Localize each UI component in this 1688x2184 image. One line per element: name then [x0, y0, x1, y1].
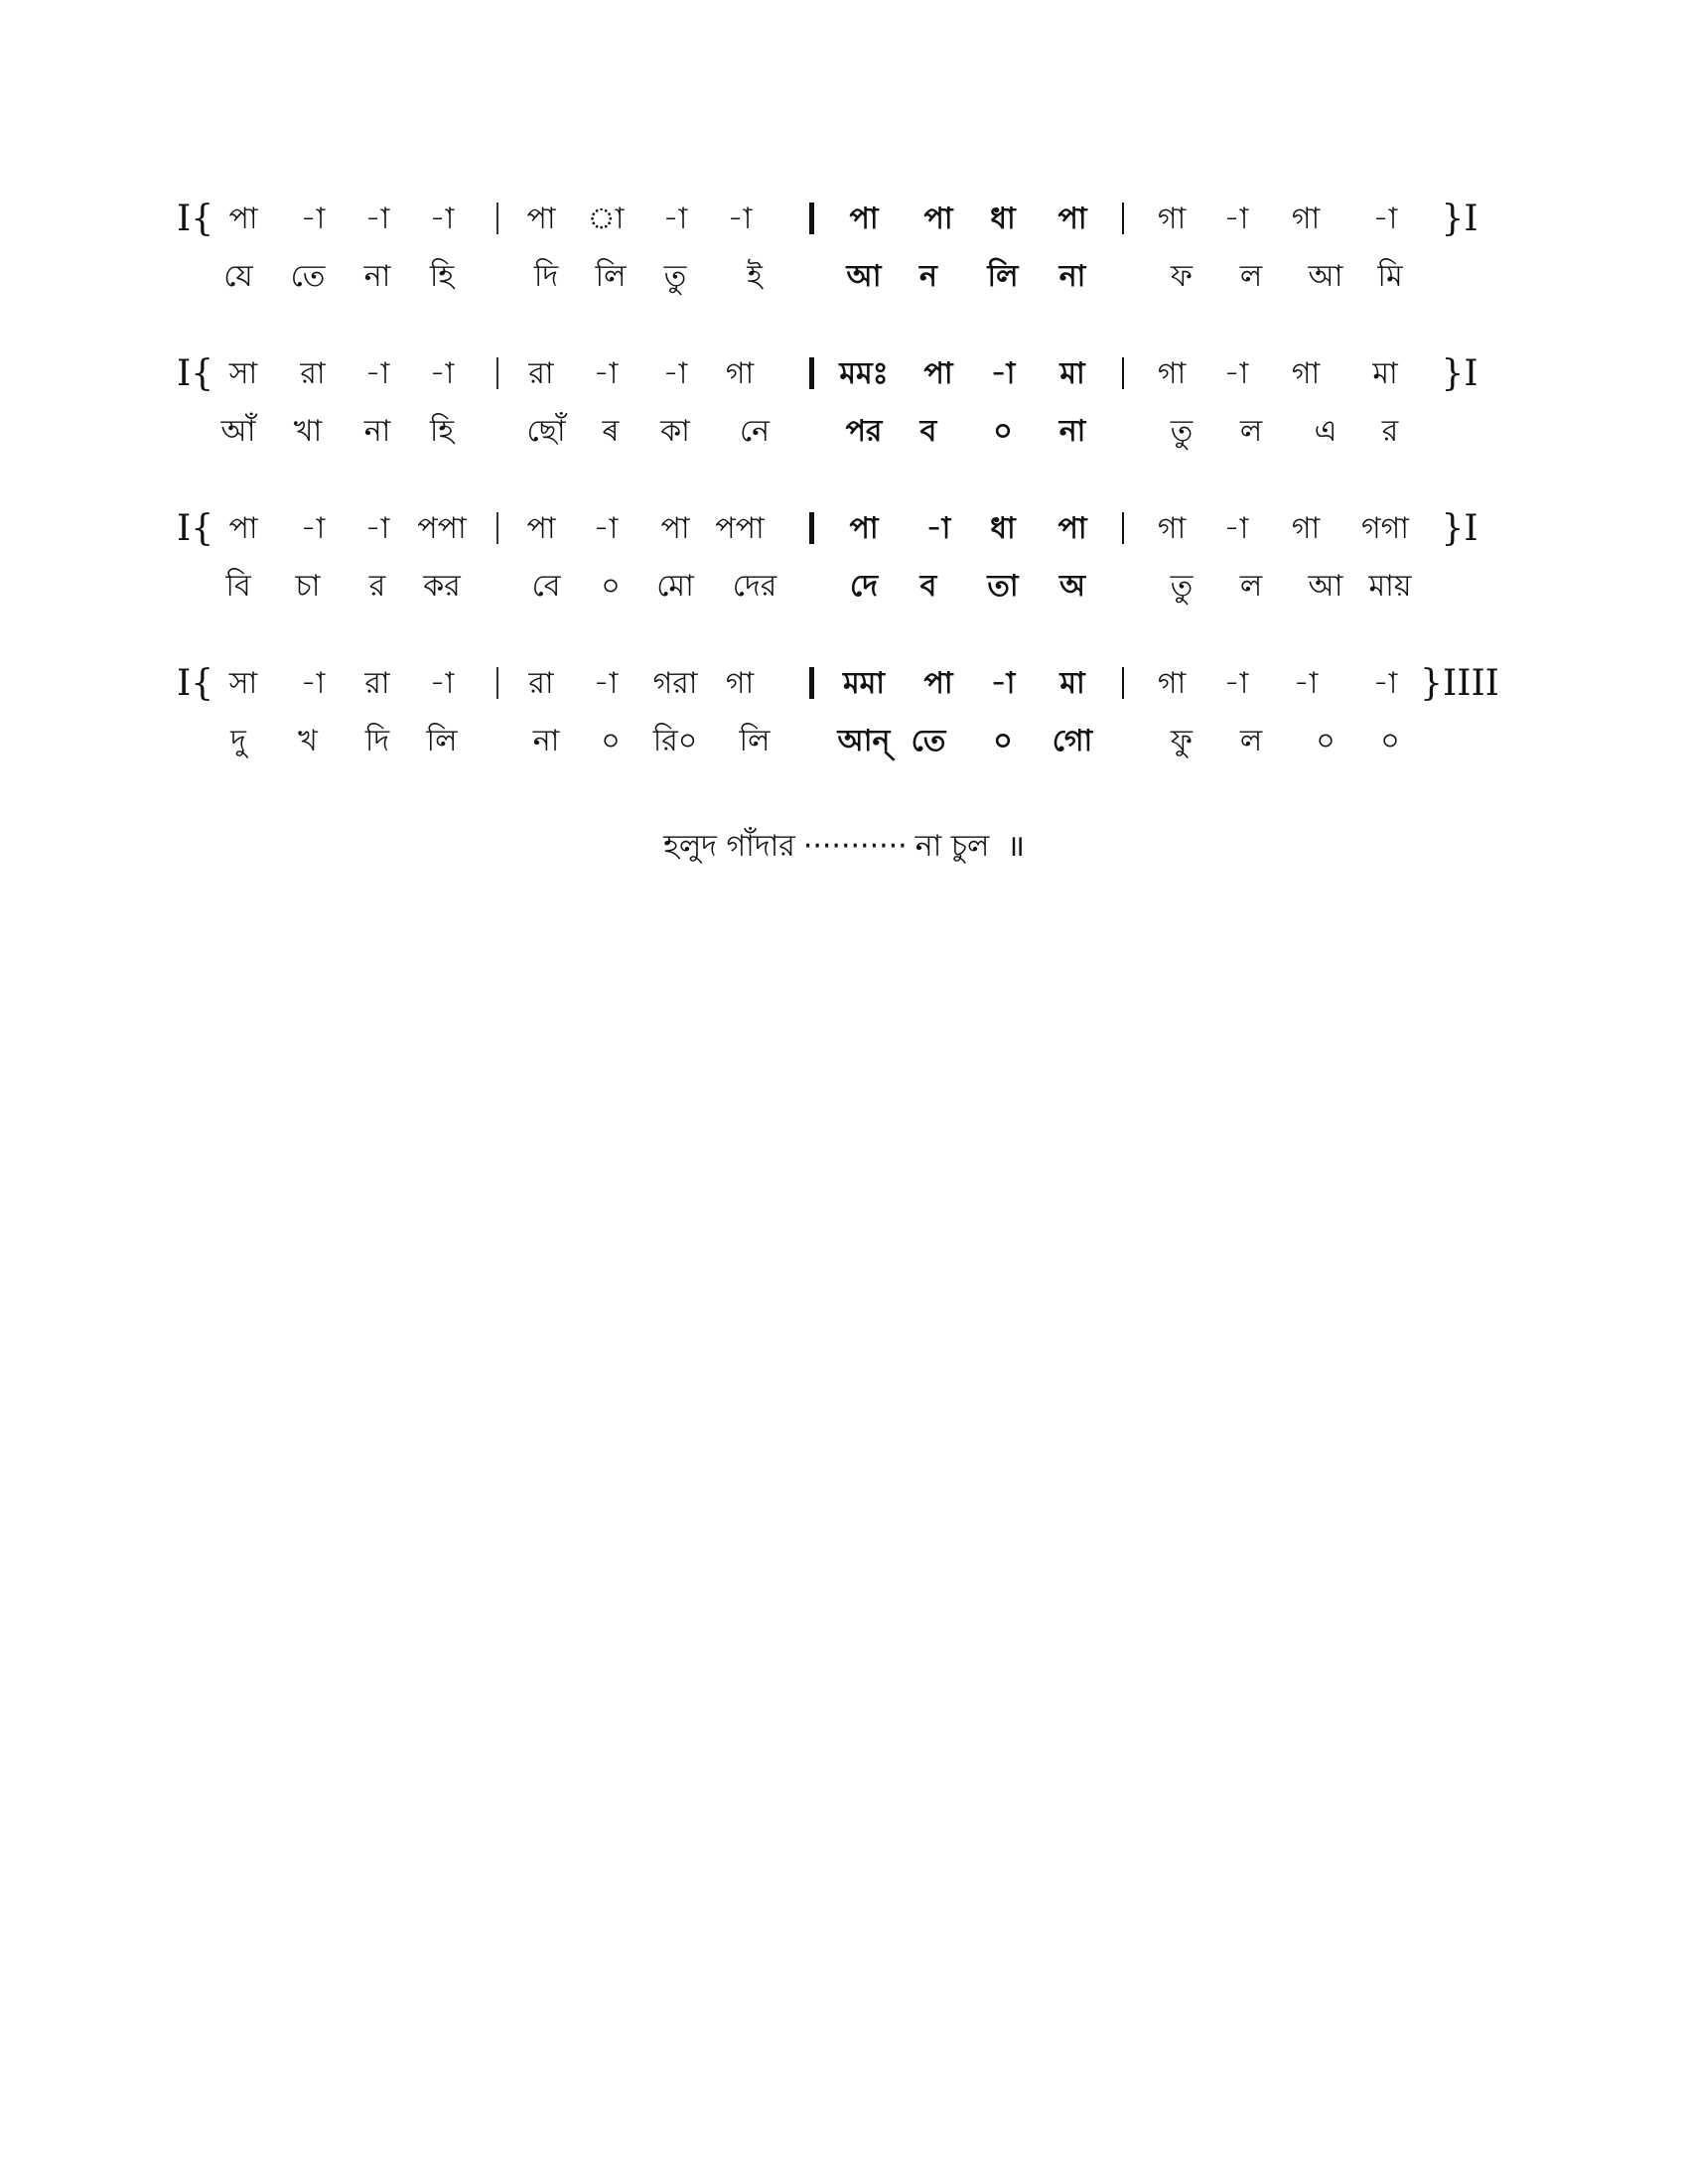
note-cell: রা — [364, 666, 390, 701]
lyrics-row — [0, 717, 1688, 766]
lyric-syllable: খ — [298, 724, 318, 758]
lyric-syllable: হি — [429, 259, 455, 294]
note-cell: -া — [1293, 666, 1319, 701]
note-cell: -া — [727, 202, 753, 236]
barline — [496, 667, 498, 699]
barline — [1122, 667, 1124, 699]
lyric-syllable: ল — [1239, 259, 1263, 294]
footer-text-left: হলুদ গাঁদার — [663, 829, 795, 864]
lyric-syllable: গো — [1052, 724, 1093, 758]
note-cell: গা — [1157, 666, 1187, 701]
lyric-syllable: লি — [739, 724, 771, 758]
barline — [1122, 512, 1124, 544]
note-cell: মমঃ — [839, 356, 889, 391]
lyric-syllable: বি — [225, 569, 251, 604]
lyric-syllable: নে — [739, 414, 771, 449]
lyrics-row — [0, 562, 1688, 612]
note-cell: -া — [429, 666, 455, 701]
lyrics-row — [0, 407, 1688, 457]
lyric-syllable: তে — [911, 724, 946, 758]
note-cell: -া — [300, 511, 326, 546]
barline — [809, 203, 814, 234]
repeat-start-sign: I{ — [177, 353, 214, 394]
note-cell: গগা — [1360, 511, 1410, 546]
note-cell: মা — [1059, 666, 1085, 701]
note-cell: পা — [660, 511, 690, 546]
note-cell: গা — [1157, 511, 1187, 546]
note-cell: -া — [990, 356, 1016, 391]
lyric-syllable: মি — [1377, 259, 1403, 294]
lyric-syllable: তা — [987, 569, 1019, 604]
footer-text-right: না চুল — [914, 829, 990, 864]
note-cell: পপা — [715, 511, 765, 546]
lyric-syllable: পর — [845, 414, 883, 449]
lyric-syllable: তু — [663, 259, 687, 294]
repeat-end-sign: }I — [1441, 353, 1478, 394]
lyric-syllable: অ — [1059, 569, 1085, 604]
note-cell: -া — [662, 202, 688, 236]
note-cell: গা — [1157, 356, 1187, 391]
note-cell: ধা — [990, 202, 1016, 236]
barline — [496, 512, 498, 544]
footer-dots: ··········· — [802, 829, 908, 864]
note-cell: -া — [364, 511, 390, 546]
note-cell: -া — [593, 356, 619, 391]
lyric-syllable: না — [532, 724, 560, 758]
lyric-syllable: লি — [987, 259, 1019, 294]
lyric-syllable: র — [1381, 414, 1399, 449]
note-cell: -া — [925, 511, 951, 546]
note-cell: -া — [429, 356, 455, 391]
lyric-syllable: কর — [423, 569, 461, 604]
repeat-end-sign: }I — [1441, 508, 1478, 549]
lyric-syllable: তু — [1170, 569, 1194, 604]
barline — [809, 667, 814, 699]
barline — [809, 357, 814, 389]
note-cell: পা — [1057, 202, 1087, 236]
lyric-syllable: ০ — [601, 569, 621, 604]
lyric-syllable: মো — [656, 569, 694, 604]
note-cell: -া — [1372, 666, 1398, 701]
barline — [496, 203, 498, 234]
lyric-syllable: দি — [364, 724, 390, 758]
lyric-syllable: কা — [660, 414, 690, 449]
note-cell: -া — [429, 202, 455, 236]
lyric-syllable: আ — [1308, 259, 1343, 294]
note-cell: -া — [990, 666, 1016, 701]
note-cell: ধা — [990, 511, 1016, 546]
repeat-end-sign: }I — [1441, 199, 1478, 239]
note-cell: রা — [528, 666, 554, 701]
note-cell: মা — [1372, 356, 1398, 391]
barline — [496, 357, 498, 389]
note-cell: া — [587, 202, 625, 236]
lyric-syllable: এ — [1314, 414, 1337, 449]
note-cell: পা — [923, 356, 953, 391]
lyric-syllable: রি০ — [652, 724, 698, 758]
lyric-syllable: চা — [295, 569, 321, 604]
lyric-syllable: আন্ — [837, 724, 891, 758]
lyric-syllable: ০ — [601, 724, 621, 758]
note-cell: গা — [725, 356, 755, 391]
lyric-syllable: আ — [1308, 569, 1343, 604]
note-cell: রা — [300, 356, 326, 391]
lyric-syllable: ব — [919, 414, 937, 449]
lyric-syllable: ছোঁ — [526, 414, 566, 449]
note-cell: -া — [1223, 356, 1249, 391]
note-cell: -া — [1223, 202, 1249, 236]
lyric-syllable: তে — [290, 259, 326, 294]
lyric-syllable: বে — [531, 569, 561, 604]
lyric-syllable: না — [1058, 259, 1086, 294]
lyric-syllable: র — [368, 569, 386, 604]
note-cell: পা — [923, 666, 953, 701]
note-cell: পা — [228, 511, 258, 546]
note-cell: -া — [1372, 202, 1398, 236]
note-cell: -া — [1223, 511, 1249, 546]
lyric-syllable: মায় — [1368, 569, 1412, 604]
note-cell: গা — [725, 666, 755, 701]
lyric-syllable: দের — [732, 569, 777, 604]
lyric-syllable: ই — [747, 259, 763, 294]
note-cell: পপা — [417, 511, 467, 546]
lyric-syllable: হি — [429, 414, 455, 449]
lyric-syllable: আঁ — [220, 414, 256, 449]
lyric-syllable: ফু — [1171, 724, 1193, 758]
lyric-syllable: ব — [919, 569, 937, 604]
note-cell: পা — [526, 202, 556, 236]
note-cell: -া — [662, 356, 688, 391]
lyric-syllable: না — [363, 414, 391, 449]
note-cell: পা — [923, 202, 953, 236]
note-cell: গা — [1291, 511, 1321, 546]
note-cell: রা — [528, 356, 554, 391]
notes-row — [0, 349, 1688, 399]
note-cell: মা — [1059, 356, 1085, 391]
lyric-syllable: ০ — [993, 414, 1013, 449]
barline — [809, 512, 814, 544]
lyric-syllable: লি — [595, 259, 627, 294]
lyric-syllable: দি — [533, 259, 559, 294]
repeat-start-sign: I{ — [177, 663, 214, 704]
notes-row — [0, 504, 1688, 554]
note-cell: -া — [364, 202, 390, 236]
lyric-syllable: দু — [230, 724, 246, 758]
note-cell: -া — [593, 511, 619, 546]
note-cell: গা — [1291, 202, 1321, 236]
lyric-syllable: খা — [293, 414, 323, 449]
note-cell: গা — [1157, 202, 1187, 236]
lyric-syllable: যে — [223, 259, 253, 294]
note-cell: পা — [849, 202, 879, 236]
note-cell: পা — [526, 511, 556, 546]
repeat-end-sign: }IIII — [1420, 663, 1499, 704]
note-cell: পা — [849, 511, 879, 546]
repeat-start-sign: I{ — [177, 508, 214, 549]
note-cell: -া — [1223, 666, 1249, 701]
note-cell: পা — [228, 202, 258, 236]
note-cell: -া — [300, 202, 326, 236]
lyric-syllable: ল — [1239, 414, 1263, 449]
lyric-syllable: ল — [1239, 569, 1263, 604]
lyrics-row — [0, 252, 1688, 302]
lyric-syllable: আ — [846, 259, 882, 294]
lyric-syllable: ০ — [1316, 724, 1336, 758]
lyric-syllable: ন — [919, 259, 937, 294]
lyric-syllable: না — [363, 259, 391, 294]
lyric-syllable: তু — [1170, 414, 1194, 449]
note-cell: -া — [364, 356, 390, 391]
lyric-syllable: না — [1058, 414, 1086, 449]
note-cell: পা — [1057, 511, 1087, 546]
lyric-syllable: লি — [426, 724, 458, 758]
repeat-start-sign: I{ — [177, 199, 214, 239]
note-cell: সা — [228, 356, 258, 391]
note-cell: মমা — [842, 666, 886, 701]
note-cell: সা — [228, 666, 258, 701]
barline — [1122, 203, 1124, 234]
lyric-syllable: ফ — [1171, 259, 1193, 294]
note-cell: গা — [1291, 356, 1321, 391]
barline — [1122, 357, 1124, 389]
lyric-syllable: দে — [850, 569, 878, 604]
lyric-syllable: ০ — [993, 724, 1013, 758]
footer-double-bar-mark: ॥ — [1006, 829, 1025, 864]
lyric-syllable: ৰ — [602, 414, 620, 449]
notes-row — [0, 195, 1688, 244]
lyric-syllable: ০ — [1380, 724, 1400, 758]
note-cell: -া — [300, 666, 326, 701]
note-cell: গরা — [652, 666, 698, 701]
note-cell: -া — [593, 666, 619, 701]
lyric-syllable: ল — [1239, 724, 1263, 758]
footer-line — [0, 822, 1688, 872]
notes-row — [0, 659, 1688, 709]
